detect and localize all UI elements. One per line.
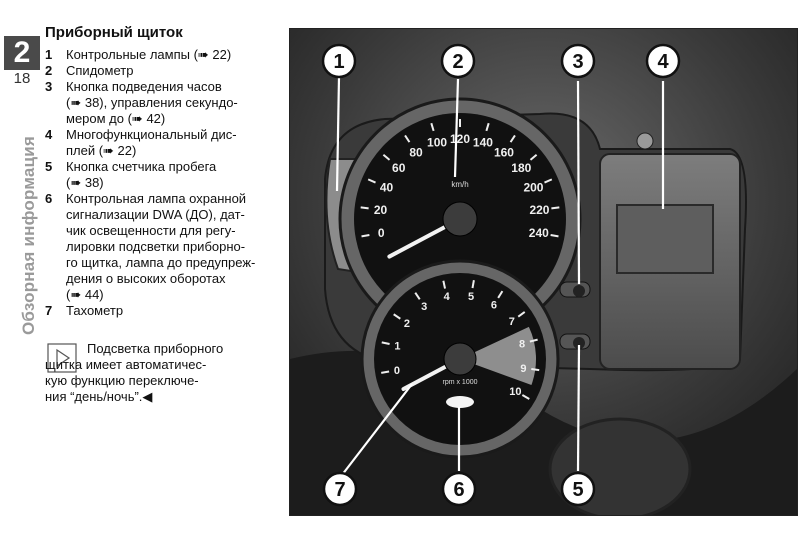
dial-tick-label: 220 [529,202,550,217]
dial-tick-label: 6 [490,299,497,312]
mount-bolt [637,133,653,149]
callout-number: 1 [333,51,345,73]
instrument-cluster-illustration [290,29,797,515]
speedometer-unit: km/h [451,180,469,189]
dial-tick-label: 100 [427,135,448,150]
dial-tick [551,207,559,208]
legend-text: Многофункциональный дис- плей (➠ 22) [66,127,237,158]
legend-list [45,47,275,319]
dial-tick-label: 2 [403,318,411,331]
legend-text: Кнопка подведения часов (➠ 38), управления секундо- мером до (➠ 42) [66,79,238,126]
dial-tick-label: 10 [509,385,522,398]
dial-tick-label: 7 [508,316,515,329]
legend-number: 4 [45,127,53,142]
dial-tick-label: 8 [519,338,526,351]
dial-tick-label: 5 [468,290,475,303]
dial-tick-label: 1 [394,340,401,353]
dial-tick-label: 200 [523,180,544,195]
callout-6 [443,473,475,505]
chapter-number: 2 [4,36,40,70]
legend-item [45,303,275,319]
legend-number: 1 [45,47,53,62]
dial-tick-label: 80 [409,145,423,160]
callout-4 [647,45,679,77]
legend-item [45,159,275,191]
legend-item [45,191,275,303]
callout-number: 4 [657,51,669,73]
dial-tick [473,280,474,288]
clock-button-knob [573,285,585,297]
dial-tick-label: 9 [520,362,527,375]
dial-tick [361,207,369,208]
dial-tick-label: 4 [443,291,450,304]
instrument-cluster-photo [289,28,798,516]
tachometer-hub [444,343,476,375]
dial-tick-label: 20 [373,202,388,217]
page-title: Приборный щиток [45,24,183,41]
legend-text: Тахометр [66,303,124,318]
legend-item [45,127,275,159]
callout-number: 5 [572,479,584,501]
dial-tick-label: 140 [472,135,493,150]
legend-item [45,47,275,63]
callout-number: 2 [452,51,464,73]
legend-text: Спидометр [66,63,134,78]
legend-text: Кнопка счетчика пробега (➠ 38) [66,159,217,190]
note-text: Подсветка приборного щитка имеет автоматичес- кую функцию переключе- ния “день/ночь”.◀ [45,341,224,404]
callout-7 [324,473,356,505]
callout-number: 7 [334,479,346,501]
lcd-display [617,205,713,273]
dial-tick-label: 160 [493,145,514,160]
dial-tick-label: 3 [421,300,428,313]
dial-tick-label: 0 [377,226,385,241]
dial-tick-label: 0 [393,364,401,377]
callout-5 [562,473,594,505]
dial-tick-label: 40 [379,180,394,195]
dial-tick-label: 120 [449,132,471,147]
legend-item [45,63,275,79]
callout-number: 3 [572,51,584,73]
dial-tick-label: 180 [511,160,532,175]
section-title-vertical: Обзорная информация [19,135,38,335]
dwa-indicator-lamp [446,396,474,408]
legend-number: 7 [45,303,53,318]
dial-tick [362,235,370,236]
legend-text: Контрольные лампы (➠ 22) [66,47,232,62]
tachometer-unit: rpm x 1000 [442,379,478,386]
legend-number: 6 [45,191,53,206]
legend-number: 2 [45,63,53,78]
legend-text: Контрольная лампа охранной сигнализации DWA (ДО), дат- чик освещенности для регу- лировки подсветки приборно- го щитка, лампа до предупреж- дения о высоких оборотах (➠ 44) [66,191,256,302]
dial-tick [531,369,539,370]
dial-tick-label: 240 [528,226,549,241]
legend-number: 3 [45,79,53,94]
page-number: 18 [13,70,31,87]
legend-number: 5 [45,159,53,174]
callout-3 [562,45,594,77]
speedometer-hub [443,202,477,236]
dial-tick [381,372,389,373]
callout-1 [323,45,355,77]
dial-tick-label: 60 [392,160,406,175]
legend-item [45,79,275,127]
dial-tick [551,235,559,236]
callout-number: 6 [453,479,465,501]
callout-2 [442,45,474,77]
